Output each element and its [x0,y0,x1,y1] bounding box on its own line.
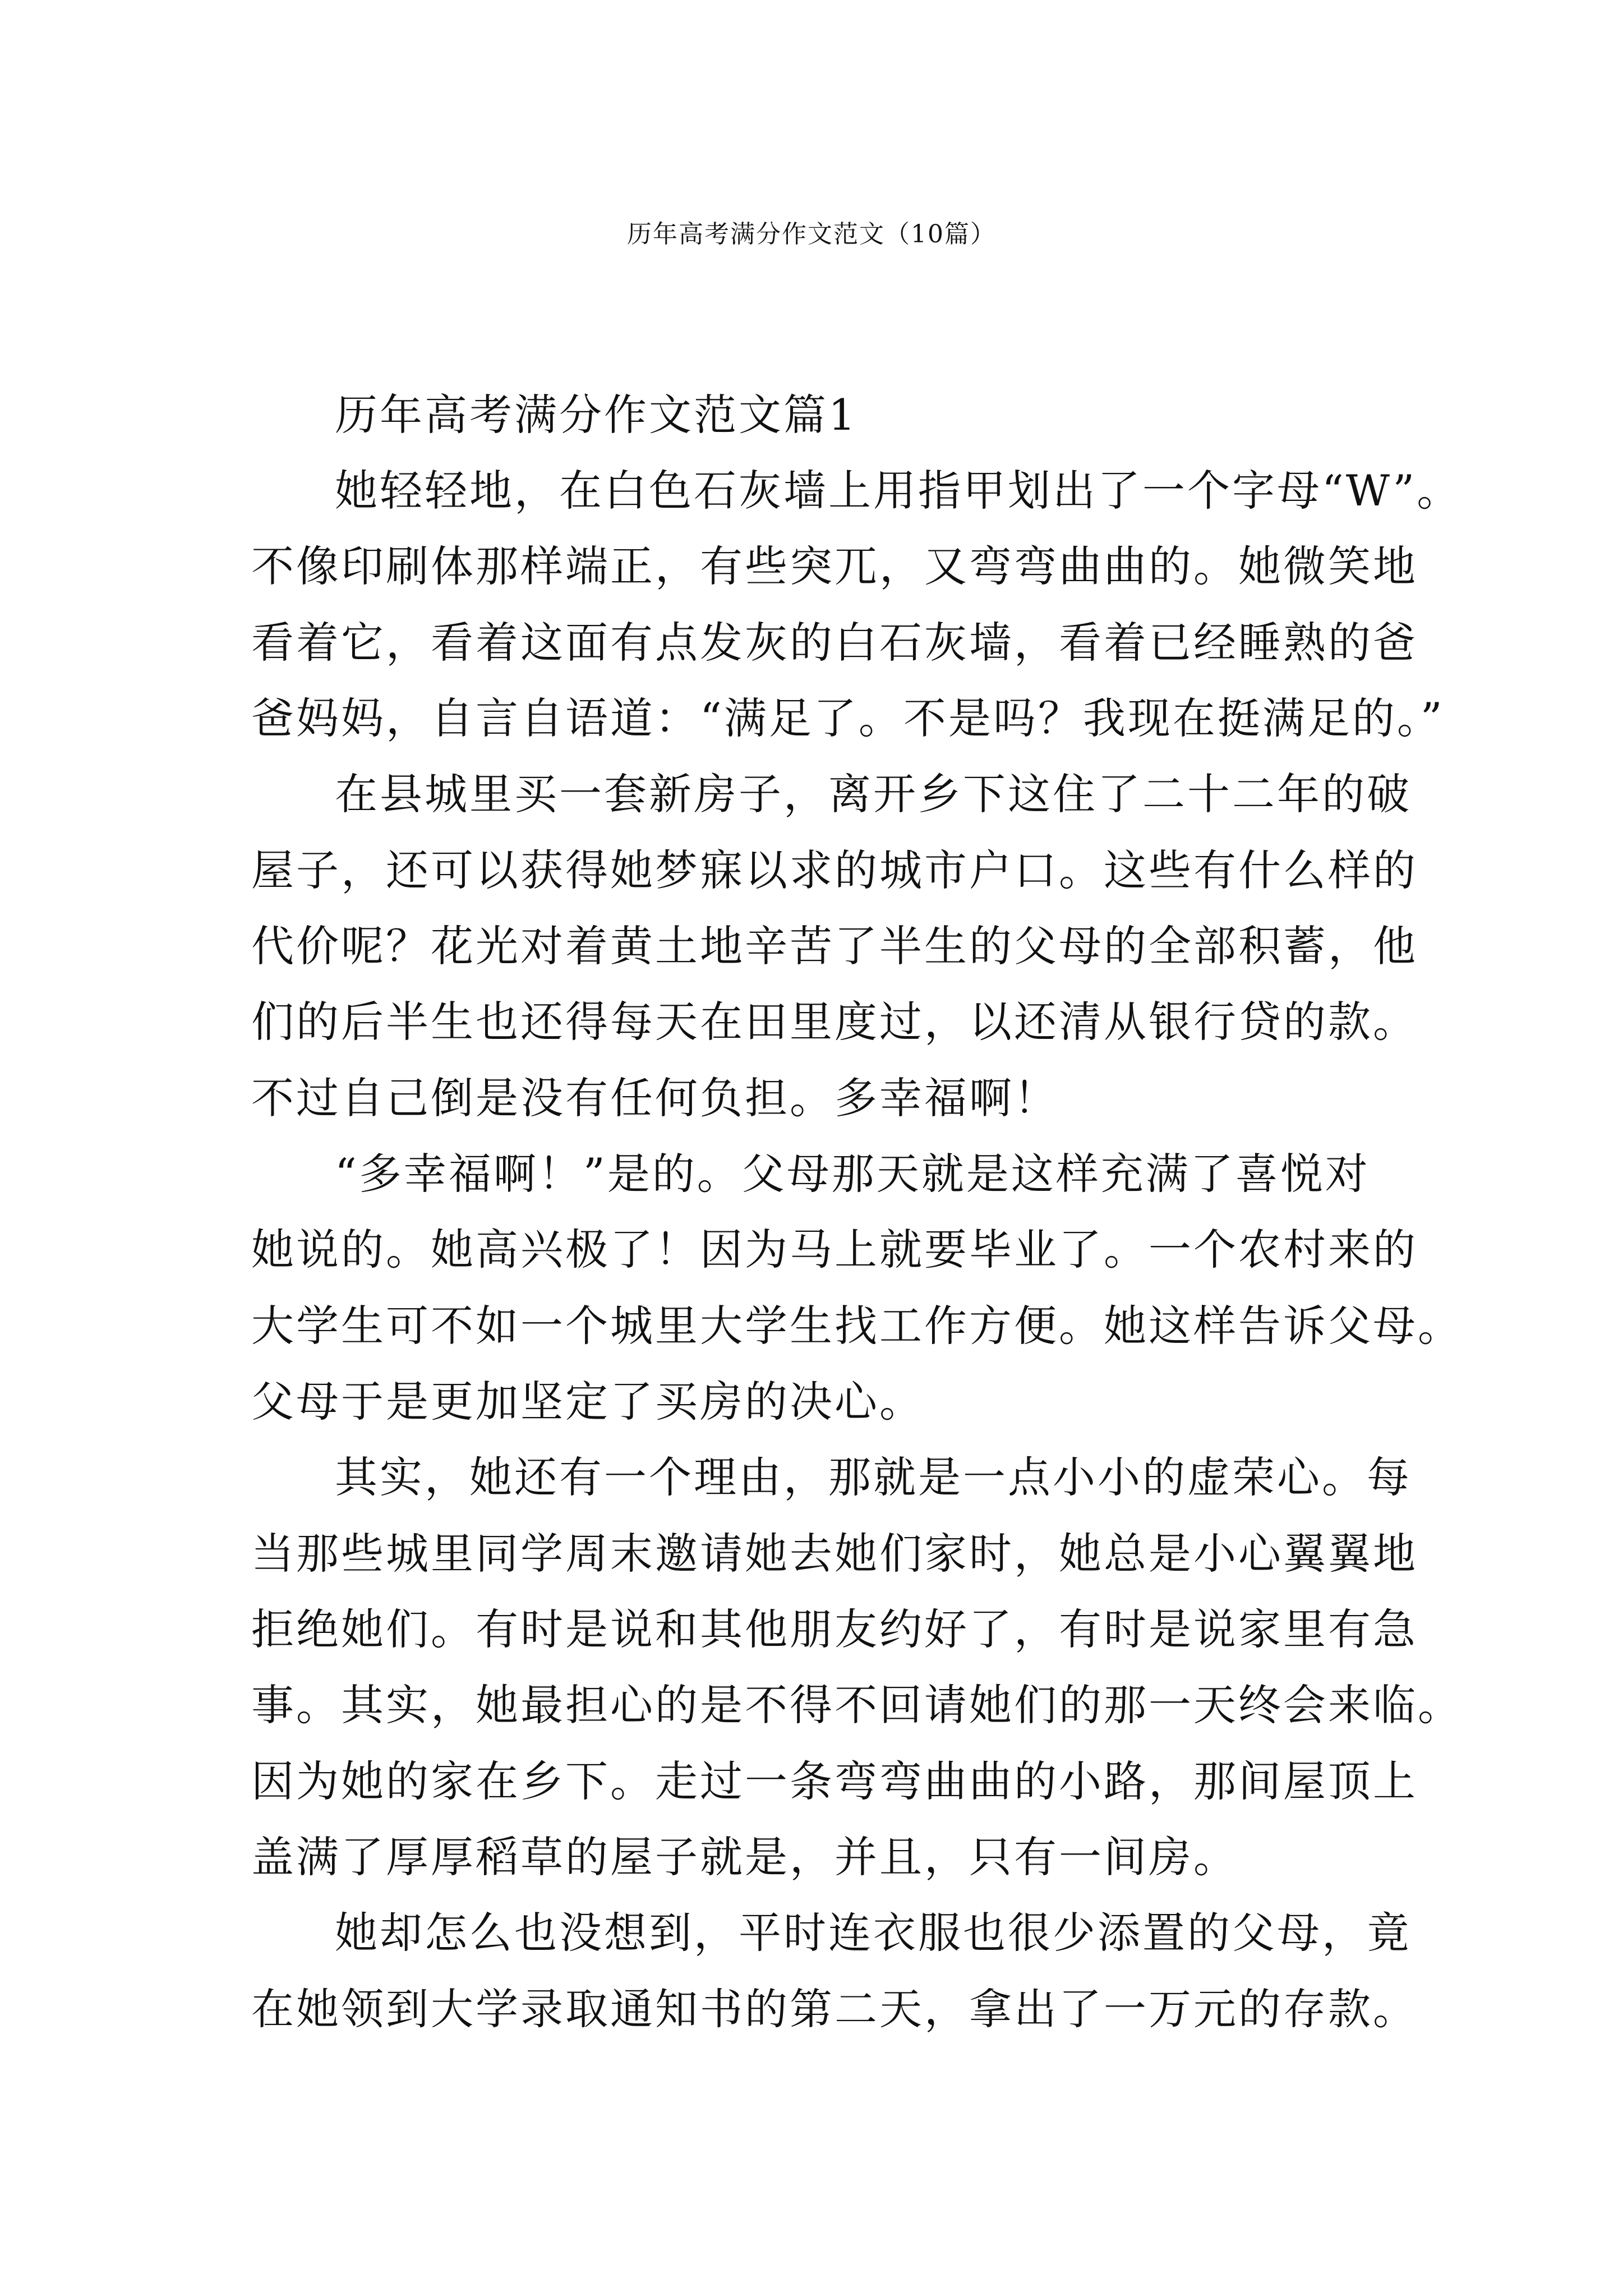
text-line: 代价呢？花光对着黄土地辛苦了半生的父母的全部积蓄，他 [251,921,1418,971]
text-line: 她轻轻地，在白色石灰墙上用指甲划出了一个字母“W”。 [335,466,1462,516]
document-title: 历年高考满分作文范文（10篇） [627,220,996,249]
text-line: 不过自己倒是没有任何负担。多幸福啊！ [251,1073,1059,1123]
text-line: 大学生可不如一个城里大学生找工作方便。她这样告诉父母。 [251,1301,1463,1351]
text-line: 当那些城里同学周末邀请她去她们家时，她总是小心翼翼地 [251,1529,1418,1579]
text-line: 爸妈妈，自言自语道：“满足了。不是吗？我现在挺满足的。” [251,693,1445,743]
text-line: 盖满了厚厚稻草的屋子就是，并且，只有一间房。 [251,1832,1238,1882]
section-heading: 历年高考满分作文范文篇1 [335,390,858,440]
text-line: 她却怎么也没想到，平时连衣服也很少添置的父母，竟 [335,1908,1412,1958]
text-line: 不像印刷体那样端正，有些突兀，又弯弯曲曲的。她微笑地 [251,541,1418,591]
text-line: 拒绝她们。有时是说和其他朋友约好了，有时是说家里有急 [251,1604,1418,1654]
text-line: 在她领到大学录取通知书的第二天，拿出了一万元的存款。 [251,1984,1418,2034]
text-line: 其实，她还有一个理由，那就是一点小小的虚荣心。每 [335,1452,1412,1502]
text-line: 屋子，还可以获得她梦寐以求的城市户口。这些有什么样的 [251,845,1418,895]
text-line: 因为她的家在乡下。走过一条弯弯曲曲的小路，那间屋顶上 [251,1756,1418,1806]
text-line: 事。其实，她最担心的是不得不回请她们的那一天终会来临。 [251,1680,1463,1730]
text-line: 们的后半生也还得每天在田里度过，以还清从银行贷的款。 [251,997,1418,1047]
text-line: “多幸福啊！”是的。父母那天就是这样充满了喜悦对 [335,1149,1370,1199]
text-line: 看着它，看着这面有点发灰的白石灰墙，看着已经睡熟的爸 [251,618,1418,668]
text-line: 在县城里买一套新房子，离开乡下这住了二十二年的破 [335,769,1412,819]
text-line: 父母于是更加坚定了买房的决心。 [251,1377,924,1427]
text-line: 她说的。她高兴极了！因为马上就要毕业了。一个农村来的 [251,1225,1418,1274]
